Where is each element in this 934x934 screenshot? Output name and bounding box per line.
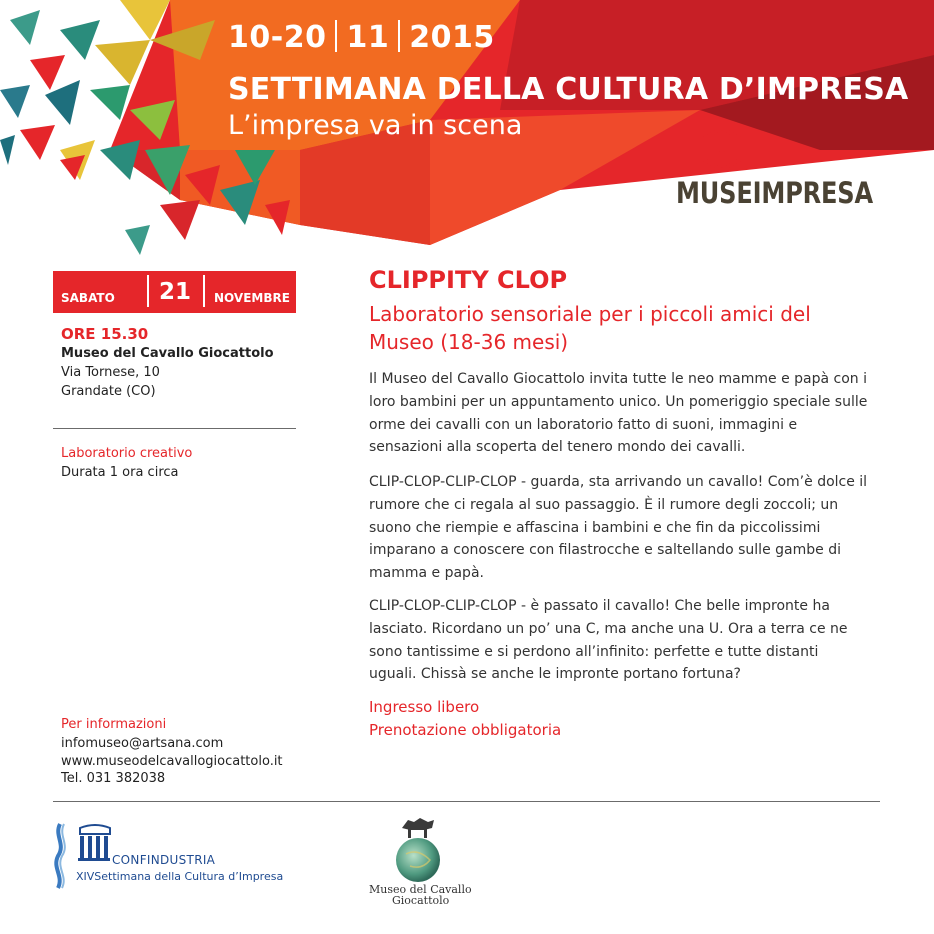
info-email: infomuseo@artsana.com [61, 736, 224, 751]
museo-name-line1: Museo del Cavallo [369, 883, 472, 896]
event-date-box [53, 271, 296, 313]
museo-name-line2: Giocattolo [392, 894, 450, 907]
date-separator [335, 20, 337, 52]
date-month: 11 [346, 20, 390, 55]
museimpresa-logo-icon [699, 126, 745, 172]
booking-note: Prenotazione obbligatoria [369, 721, 562, 739]
day-number: 21 [159, 279, 192, 305]
event-title: CLIPPITY CLOP [369, 266, 568, 294]
museo-horse-logo-icon [388, 814, 448, 886]
header-title: SETTIMANA DELLA CULTURA D’IMPRESA [228, 72, 909, 107]
footer-divider [53, 801, 880, 802]
confindustria-subtitle: XIVSettimana della Cultura d’Impresa [76, 870, 284, 883]
header-subtitle: L’impresa va in scena [228, 110, 523, 141]
info-phone: Tel. 031 382038 [61, 771, 166, 786]
event-subtitle: Laboratorio sensoriale per i piccoli amici del Museo (18-36 mesi) [369, 302, 811, 354]
date-year: 2015 [409, 20, 495, 55]
date-box-separator [147, 275, 149, 307]
venue-name: Museo del Cavallo Giocattolo [61, 346, 274, 361]
entry-note: Ingresso libero [369, 698, 480, 716]
venue-address-line2: Grandate (CO) [61, 384, 156, 399]
confindustria-name: CONFINDUSTRIA [112, 853, 216, 867]
description-paragraph: Il Museo del Cavallo Giocattolo invita tutte le neo mamme e papà con i loro bambini per un appuntamento unico. Un pomeriggio speciale sulle orme dei cavalli con un laboratorio fatto di suoni, immagini e sensazioni alla scoperta del tenero mondo dei cavalli. [369, 371, 868, 456]
description-paragraph: CLIP-CLOP-CLIP-CLOP - è passato il cavallo! Che belle impronte ha lasciato. Ricordano un po’ una C, ma anche una U. Ora a terra ce ne sono tantissime e si perdono all’infinito: perfette e tutte distanti uguali. Chissà se anche le impronte portano fortuna? [369, 598, 848, 683]
museimpresa-brand: MUSEIMPRESA [676, 176, 873, 210]
info-heading: Per informazioni [61, 717, 167, 732]
date-range: 10-20 [228, 20, 327, 55]
event-time: ORE 15.30 [61, 325, 149, 343]
event-type: Laboratorio creativo [61, 446, 193, 461]
divider [53, 428, 296, 429]
event-duration: Durata 1 ora circa [61, 465, 179, 480]
day-name: SABATO [61, 291, 115, 305]
venue-address-line1: Via Tornese, 10 [61, 365, 160, 380]
event-dates [228, 20, 495, 55]
month-name: NOVEMBRE [214, 291, 290, 305]
date-separator [398, 20, 400, 52]
date-box-separator [203, 275, 205, 307]
info-website: www.museodelcavallogiocattolo.it [61, 754, 283, 769]
description-paragraph: CLIP-CLOP-CLIP-CLOP - guarda, sta arrivando un cavallo! Com’è dolce il rumore che ci regala al suo passaggio. È il rumore degli zoccoli; un suono che riempie e affascina i bambini e che fin da piccolissimi imparano a conoscere con filastrocche e saltellando sulle gambe di mamma e papà. [369, 474, 868, 582]
